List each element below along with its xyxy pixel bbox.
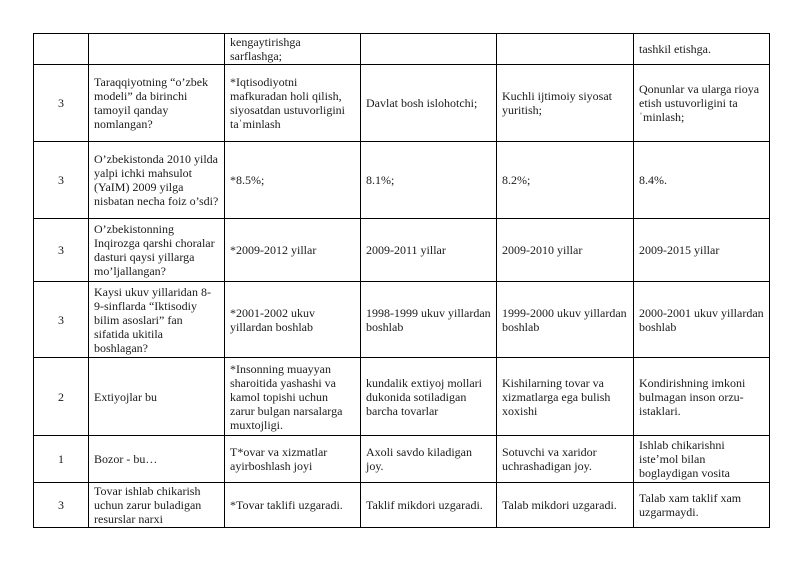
question-cell bbox=[89, 34, 225, 65]
question-cell: Taraqqiyotning “o’zbek modeli” da birinchi tamoyil qanday nomlangan? bbox=[89, 65, 225, 142]
table-row bbox=[34, 142, 770, 219]
answer-option-c-cell: 1999-2000 ukuv yillardan boshlab bbox=[497, 282, 634, 358]
answer-option-d-cell: Talab xam taklif xam uzgarmaydi. bbox=[634, 483, 770, 528]
answer-option-b-cell: 2009-2011 yillar bbox=[361, 219, 497, 282]
answer-option-d-cell: tashkil etishga. bbox=[634, 34, 770, 65]
answer-option-d-cell: 2009-2015 yillar bbox=[634, 219, 770, 282]
answer-correct-cell: *8.5%; bbox=[225, 142, 361, 219]
answer-correct-cell: *2001-2002 ukuv yillardan boshlab bbox=[225, 282, 361, 358]
difficulty-cell: 3 bbox=[34, 282, 89, 358]
answer-option-c-cell: Talab mikdori uzgaradi. bbox=[497, 483, 634, 528]
quiz-table bbox=[33, 33, 770, 528]
answer-option-b-cell bbox=[361, 34, 497, 65]
difficulty-cell: 2 bbox=[34, 358, 89, 436]
difficulty-cell: 3 bbox=[34, 483, 89, 528]
answer-correct-cell: T*ovar va xizmatlar ayirboshlash joyi bbox=[225, 436, 361, 483]
difficulty-cell: 3 bbox=[34, 65, 89, 142]
answer-correct-cell: *2009-2012 yillar bbox=[225, 219, 361, 282]
question-cell: O’zbekistonning Inqirozga qarshi choralar dasturi qaysi yillarga mo’ljallangan? bbox=[89, 219, 225, 282]
question-cell: Tovar ishlab chikarish uchun zarur buladigan resurslar narxi bbox=[89, 483, 225, 528]
answer-option-d-cell: 8.4%. bbox=[634, 142, 770, 219]
answer-option-c-cell: 2009-2010 yillar bbox=[497, 219, 634, 282]
question-cell: O’zbekistonda 2010 yilda yalpi ichki mahsulot (YaIM) 2009 yilga nisbatan necha foiz o’sdi? bbox=[89, 142, 225, 219]
difficulty-cell: 1 bbox=[34, 436, 89, 483]
answer-option-b-cell: Davlat bosh islohotchi; bbox=[361, 65, 497, 142]
question-cell: Kaysi ukuv yillaridan 8-9-sinflarda “Iktisodiy bilim asoslari” fan sifatida ukitila boshlagan? bbox=[89, 282, 225, 358]
answer-option-c-cell: Kuchli ijtimoiy siyosat yuritish; bbox=[497, 65, 634, 142]
table-row bbox=[34, 483, 770, 528]
answer-option-d-cell: Kondirishning imkoni bulmagan inson orzu-istaklari. bbox=[634, 358, 770, 436]
difficulty-cell: 3 bbox=[34, 142, 89, 219]
answer-option-c-cell: Sotuvchi va xaridor uchrashadigan joy. bbox=[497, 436, 634, 483]
answer-correct-cell: *Tovar taklifi uzgaradi. bbox=[225, 483, 361, 528]
table-row bbox=[34, 34, 770, 65]
answer-option-b-cell: 8.1%; bbox=[361, 142, 497, 219]
answer-option-c-cell bbox=[497, 34, 634, 65]
table-row bbox=[34, 65, 770, 142]
answer-option-b-cell: Taklif mikdori uzgaradi. bbox=[361, 483, 497, 528]
answer-option-d-cell: 2000-2001 ukuv yillardan boshlab bbox=[634, 282, 770, 358]
answer-option-d-cell: Qonunlar va ularga rioya etish ustuvorligini taˈminlash; bbox=[634, 65, 770, 142]
question-cell: Extiyojlar bu bbox=[89, 358, 225, 436]
difficulty-cell: 3 bbox=[34, 219, 89, 282]
answer-option-b-cell: 1998-1999 ukuv yillardan boshlab bbox=[361, 282, 497, 358]
answer-option-b-cell: Axoli savdo kiladigan joy. bbox=[361, 436, 497, 483]
table-row bbox=[34, 282, 770, 358]
table-row bbox=[34, 436, 770, 483]
answer-option-c-cell: Kishilarning tovar va xizmatlarga ega bulish xoxishi bbox=[497, 358, 634, 436]
answer-correct-cell: *Iqtisodiyotni mafkuradan holi qilish, siyosatdan ustuvorligini taˈminlash bbox=[225, 65, 361, 142]
answer-option-c-cell: 8.2%; bbox=[497, 142, 634, 219]
table-row bbox=[34, 219, 770, 282]
table-row bbox=[34, 358, 770, 436]
question-cell: Bozor - bu… bbox=[89, 436, 225, 483]
answer-correct-cell: kengaytirishga sarflashga; bbox=[225, 34, 361, 65]
answer-option-d-cell: Ishlab chikarishni isteʼmol bilan boglaydigan vosita bbox=[634, 436, 770, 483]
difficulty-cell bbox=[34, 34, 89, 65]
answer-correct-cell: *Insonning muayyan sharoitida yashashi va kamol topishi uchun zarur bulgan narsalarga muxtojligi. bbox=[225, 358, 361, 436]
answer-option-b-cell: kundalik extiyoj mollari dukonida sotiladigan barcha tovarlar bbox=[361, 358, 497, 436]
